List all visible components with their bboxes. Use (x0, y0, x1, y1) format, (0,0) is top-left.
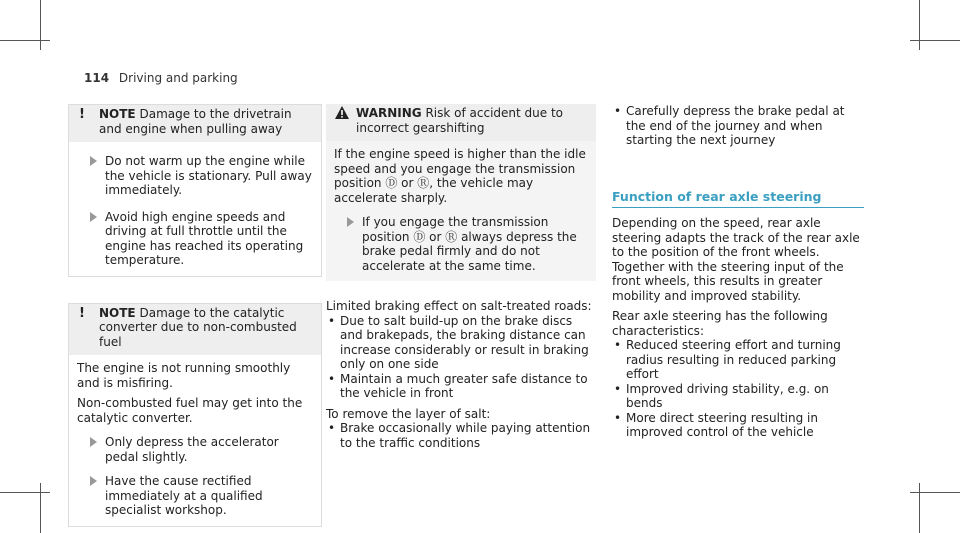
crop-mark (919, 0, 920, 50)
column-3 (612, 104, 864, 440)
arrow-right-icon (90, 476, 97, 486)
crop-mark (919, 483, 920, 533)
step: If you engage the transmission position Ⓓ or Ⓡ always depress the brake pedal firmly and do not accelerate at the same time. (334, 215, 588, 273)
arrow-right-icon (90, 156, 97, 166)
note-title: Damage to the catalytic converter due to non-combusted fuel (99, 305, 297, 349)
page-number: 114 (84, 71, 110, 85)
crop-mark (0, 492, 50, 493)
list-item: • More direct steering resulting in improved control of the vehicle (614, 410, 818, 439)
crop-mark (910, 492, 960, 493)
page-header (84, 71, 238, 85)
section-heading: Function of rear axle steering (612, 190, 864, 209)
exclamation-icon: ! (79, 107, 85, 122)
list-item: • Improved driving stability, e.g. on bends (614, 381, 829, 410)
step: Avoid high engine speeds and driving at full throttle until the engine has reached its operating temperature. (77, 210, 313, 268)
paragraph: To remove the layer of salt: (326, 406, 491, 421)
list-item: • Due to salt build-up on the brake discs and brakepads, the braking distance can increase considerably or result in braking only on one side (328, 313, 589, 371)
note-label: NOTE (99, 305, 136, 320)
paragraph: Limited braking effect on salt-treated roads: (326, 299, 592, 313)
exclamation-icon: ! (79, 305, 85, 321)
paragraph: If the engine speed is higher than the idle speed and you engage the transmission position Ⓓ or Ⓡ, the vehicle may accelerate sharply. (334, 147, 586, 205)
arrow-right-icon (90, 437, 97, 447)
crop-mark (910, 40, 960, 41)
list-item: • Maintain a much greater safe distance to the vehicle in front (328, 371, 588, 400)
warning-label: WARNING (356, 106, 422, 120)
step: Only depress the accelerator pedal slightly. (77, 435, 313, 464)
column-1 (68, 104, 322, 527)
warning-triangle-icon (335, 106, 349, 123)
paragraph: The engine is not running smoothly and is misfiring. (77, 361, 291, 390)
paragraph: Non-combusted fuel may get into the catalytic converter. (77, 396, 303, 425)
warning-body (326, 141, 596, 281)
crop-mark (0, 40, 50, 41)
paragraph: Rear axle steering has the following characteristics: (612, 309, 828, 338)
list-item: • Brake occasionally while paying attention to the traffic conditions (328, 421, 591, 450)
arrow-right-icon (347, 217, 354, 227)
note-body (69, 361, 321, 526)
warning-header (326, 104, 596, 141)
note-header (69, 105, 321, 142)
arrow-right-icon (90, 212, 97, 222)
note-catalytic (68, 303, 322, 527)
note-title: Damage to the drivetrain and engine when pulling away (99, 107, 292, 136)
section-name: Driving and parking (118, 71, 238, 85)
list-item: • Carefully depress the brake pedal at the end of the journey and when starting the next journey (614, 104, 845, 147)
step: Have the cause rectified immediately at a qualified specialist workshop. (77, 474, 313, 518)
note-label: NOTE (99, 107, 136, 121)
step: Do not warm up the engine while the vehicle is stationary. Pull away immediately. (77, 154, 313, 198)
column-2 (326, 104, 596, 450)
note-header (69, 304, 321, 356)
paragraph: Depending on the speed, rear axle steering adapts the track of the rear axle to the position of the front wheels. Together with the steering input of the front wheels, this results in greater mobility and improved stability. (612, 216, 860, 303)
crop-mark (40, 483, 41, 533)
crop-mark (40, 0, 41, 50)
note-body (69, 154, 321, 276)
note-drivetrain (68, 104, 322, 277)
warning-title: Risk of accident due to incorrect gearshifting (356, 106, 563, 135)
warning-gearshift (326, 104, 596, 281)
list-item: • Reduced steering effort and turning radius resulting in reduced parking effort (614, 338, 841, 381)
